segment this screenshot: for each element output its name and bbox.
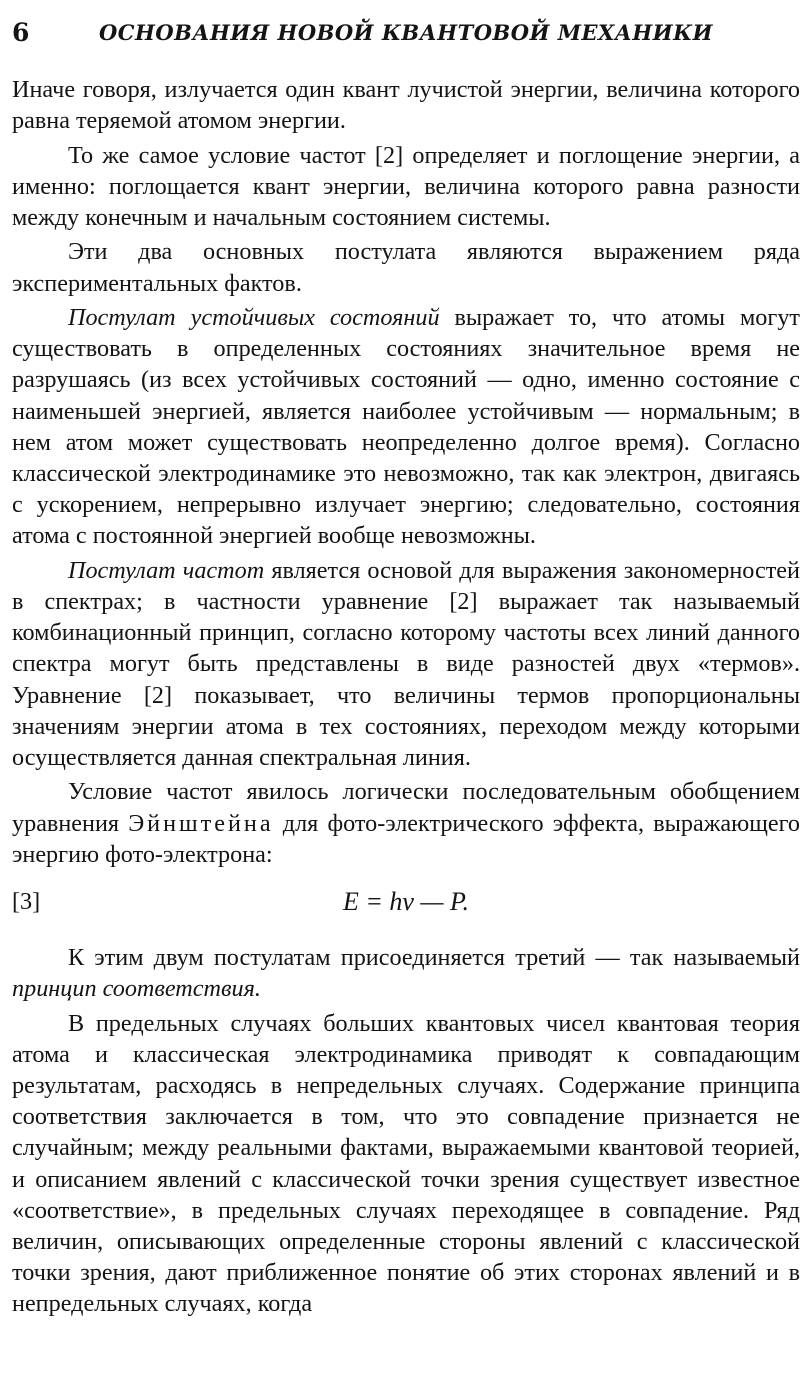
equation-number: [3]	[12, 888, 41, 916]
paragraph-einstein	[12, 776, 800, 870]
term-frequency-postulate: Постулат частот	[68, 556, 265, 584]
paragraph-continuation: Иначе говоря, излучается один квант лучистой энергии, величина которого равна теряемой атомом энергии.	[12, 76, 800, 135]
paragraph-postulates-experimental: Эти два основных постулата являются выражением ряда экспериментальных фактов.	[12, 238, 800, 297]
einstein-text-after: для фото-электрического эффекта, выражающего энергию фото-электрона:	[12, 809, 800, 868]
term-correspondence-principle: принцип соответствия.	[12, 975, 261, 1003]
page-body	[12, 74, 800, 1323]
paragraph-third-principle	[12, 942, 800, 1004]
third-principle-text: К этим двум постулатам присоединяется третий — так называемый	[68, 944, 800, 972]
einstein-text-before: Условие частот явилось логически последовательным обобщением уравнения	[12, 778, 800, 837]
paragraph-stable-states	[12, 302, 800, 552]
page-number: 6	[12, 18, 30, 47]
paragraph-frequency-absorption: То же самое условие частот [2] определяет и поглощение энергии, а именно: поглощается квант энергии, величина которого равна разности между конечным и начальным состоянием системы.	[12, 141, 800, 231]
paragraph-frequency-postulate	[12, 555, 800, 773]
running-title: ОСНОВАНИЯ НОВОЙ КВАНТОВОЙ МЕХАНИКИ	[98, 20, 714, 45]
equation-formula: E = hν — P.	[342, 887, 470, 917]
paragraph-limiting-cases: В предельных случаях больших квантовых чисел квантовая теория атома и классическая электродинамика приводят к совпадающим результатам, расходясь в непредельных случаях. Содержание принципа соответствия заключается в том, что это совпадение признается не случайным; между реальными фактами, выражаемыми квантовой теорией, и описанием явлений с классической точки зрения существует известное «соответствие», в предельных случаях переходящее в совпадение. Ряд величин, описывающих определенные стороны явлений с классической точки зрения, дают приближенное понятие об этих сторонах явлений и в непредельных случаях, когда	[12, 1009, 800, 1318]
stable-states-text: выражает то, что атомы могут существовать в определенных состояниях значительное время не разрушаясь (из всех устойчивых состояний — одно, именно состояние с наименьшей энергией, является наиболее устойчивым — нормальным; в нем атом может существовать неопределенно долгое время). Согласно классической электродинамике это невозможно, так как электрон, двигаясь с ускорением, непрерывно излучает энергию; следовательно, состояния атома с постоянной энергией вообще невозможны.	[12, 303, 800, 550]
term-stable-states: Постулат устойчивых состояний	[68, 303, 440, 331]
frequency-postulate-text: является основой для выражения закономерностей в спектрах; в частности уравнение [2] выражает так называемый комбинационный принцип, согласно которому частоты всех линий данного спектра могут быть представлены в виде разностей двух «термов». Уравнение [2] показывает, что величины термов пропорциональны значениям энергии атома в тех состояниях, переходом между которыми осуществляется данная спектральная линия.	[12, 556, 800, 772]
einstein-name: Эйнштейна	[128, 809, 274, 837]
page-header	[12, 18, 800, 54]
equation-block	[12, 874, 800, 928]
